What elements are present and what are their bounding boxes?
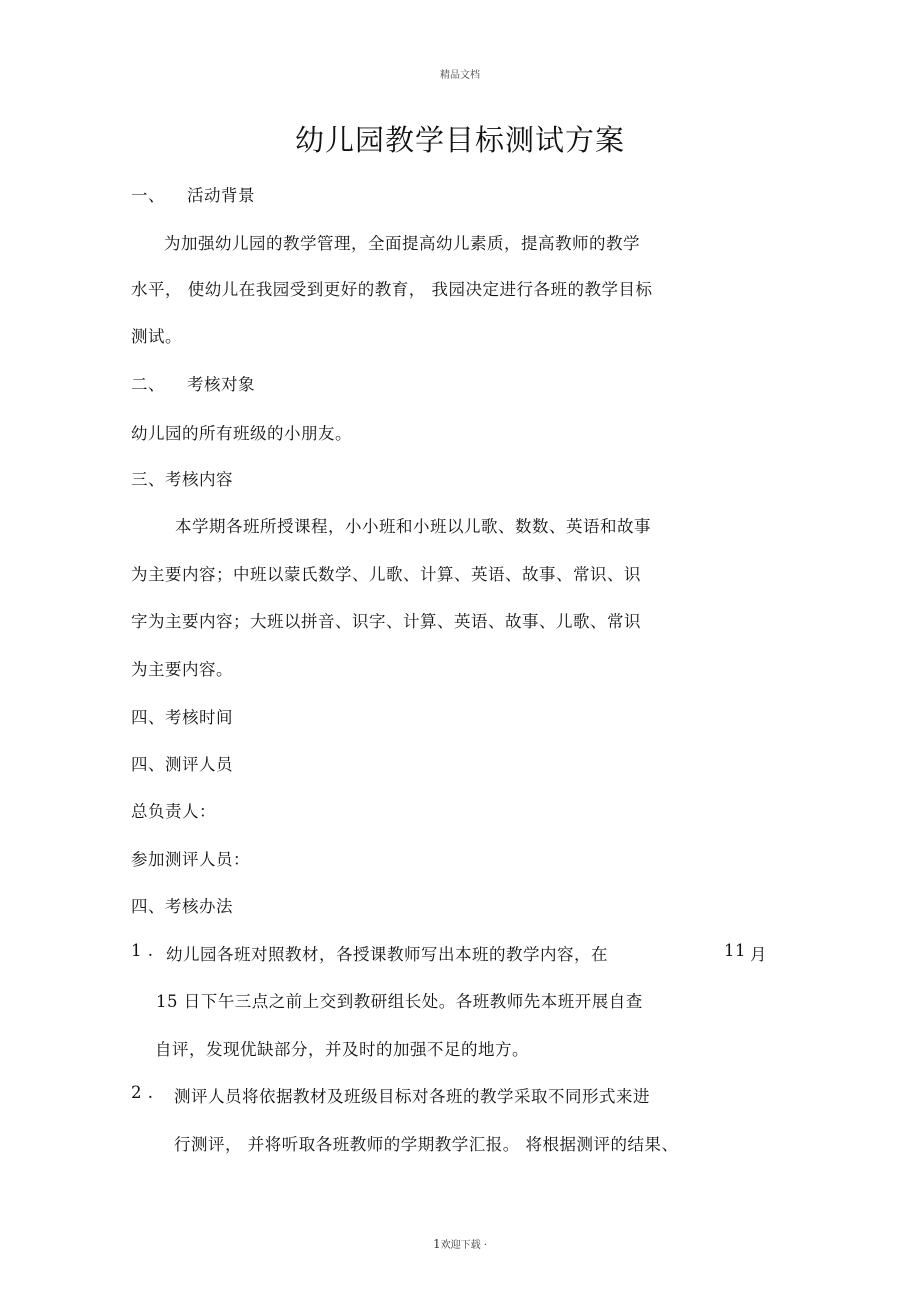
- paragraph-line: 测试。: [131, 327, 182, 346]
- staff-label: 参加测评人员：: [131, 850, 250, 869]
- page-number: 1: [433, 1237, 441, 1251]
- list-item-1-line: 自评，发现优缺部分，并及时的加强不足的地方。: [155, 1040, 529, 1059]
- list-item-1-line: 15 日下午三点之前上交到教研组长处。各班教师先本班开展自查: [156, 992, 643, 1011]
- section-1-number: 一、: [131, 186, 165, 205]
- list-item-1-date-unit: 月: [750, 945, 767, 964]
- section-2-number: 二、: [131, 375, 165, 394]
- list-item-1-number: 1 .: [131, 941, 154, 960]
- paragraph-line: 为加强幼儿园的教学管理，全面提高幼儿素质，提高教师的教学: [164, 234, 640, 253]
- paragraph-line: 为主要内容；中班以蒙氏数学、儿歌、计算、英语、故事、常识、识: [131, 565, 641, 584]
- list-item-1-line: 幼儿园各班对照教材，各授课教师写出本班的教学内容，在: [166, 945, 608, 964]
- list-item-1-date-num: 11: [724, 941, 746, 960]
- section-4-heading: 四、考核时间: [131, 708, 233, 727]
- paragraph-line: 幼儿园的所有班级的小朋友。: [131, 424, 352, 443]
- paragraph-line: 本学期各班所授课程，小小班和小班以儿歌、数数、英语和故事: [175, 517, 651, 536]
- lead-person-label: 总负责人：: [131, 802, 216, 821]
- paragraph-line: 字为主要内容；大班以拼音、识字、计算、英语、故事、儿歌、常识: [131, 612, 641, 631]
- list-item-2-line: 行测评， 并将听取各班教师的学期教学汇报。 将根据测评的结果、: [174, 1135, 679, 1154]
- footer-text: 欢迎下载 ·: [440, 1240, 487, 1251]
- list-item-2-line: 测评人员将依据教材及班级目标对各班的教学采取不同形式来进: [174, 1087, 650, 1106]
- section-5-heading: 四、测评人员: [131, 755, 233, 774]
- paragraph-line: 水平， 使幼儿在我园受到更好的教育， 我园决定进行各班的教学目标: [131, 280, 653, 299]
- section-2-heading: 考核对象: [187, 375, 255, 394]
- section-3-heading: 三、考核内容: [131, 470, 233, 489]
- page-header: 精品文档: [440, 70, 480, 81]
- document-title: 幼儿园教学目标测试方案: [294, 123, 625, 157]
- section-1-heading: 活动背景: [187, 186, 255, 205]
- section-6-heading: 四、考核办法: [131, 897, 233, 916]
- list-item-2-number: 2 .: [131, 1083, 154, 1102]
- page-footer: [0, 1236, 920, 1251]
- paragraph-line: 为主要内容。: [131, 660, 233, 679]
